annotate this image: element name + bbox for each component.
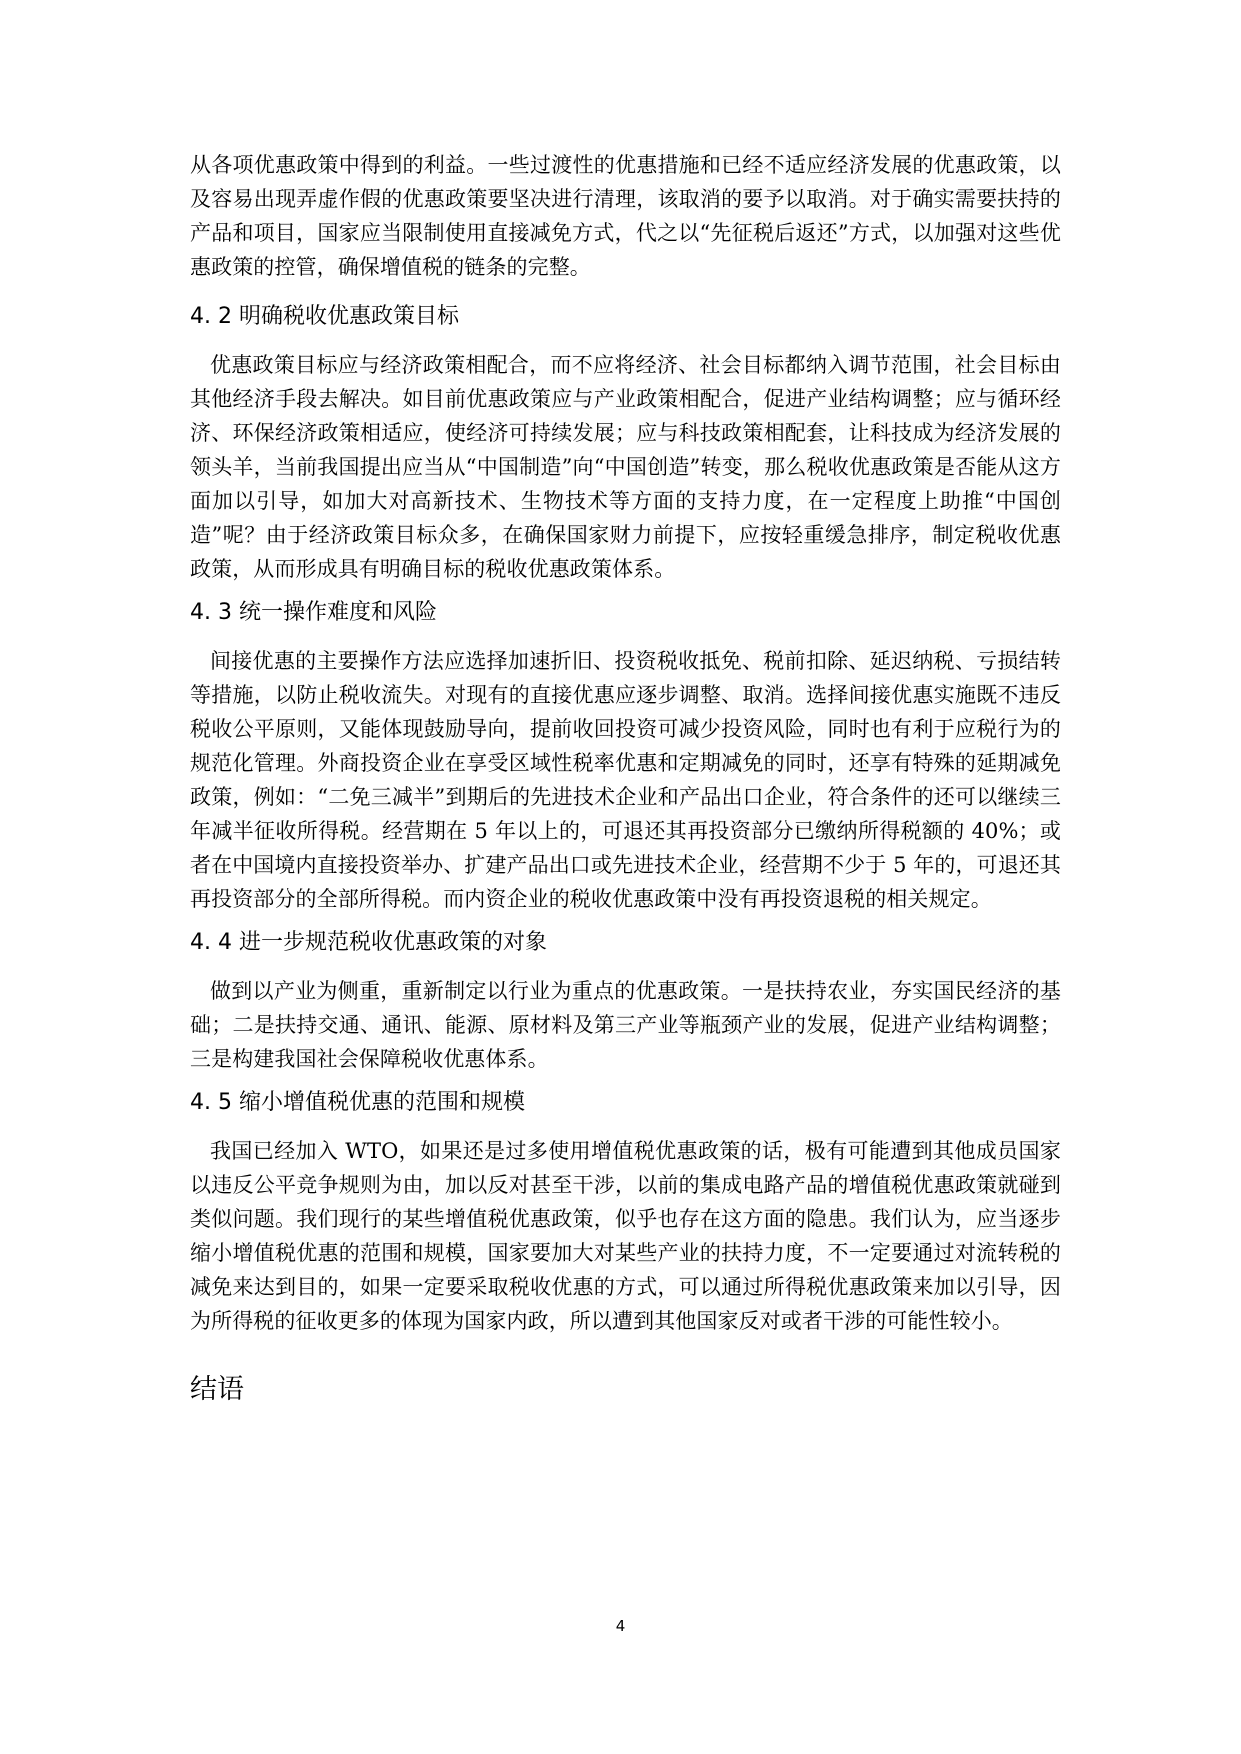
page-number: 4 — [615, 1617, 626, 1635]
section-heading-4-5: 4. 5 缩小增值税优惠的范围和规模 — [190, 1090, 525, 1115]
page-content — [190, 148, 1061, 1410]
section-paragraph-4-3: 间接优惠的主要操作方法应选择加速折旧、投资税收抵免、税前扣除、延迟纳税、亏损结转等措施，以防止税收流失。对现有的直接优惠应逐步调整、取消。选择间接优惠实施既不违反税收公平原则，又能体现鼓励导向，提前收回投资可减少投资风险，同时也有利于应税行为的规范化管理。外商投资企业在享受区域性税率优惠和定期减免的同时，还享有特殊的延期减免政策，例如：“二免三减半”到期后的先进技术企业和产品出口企业，符合条件的还可以继续三年减半征收所得税。经营期在 5 年以上的，可退还其再投资部分已缴纳所得税额的 40%；或者在中国境内直接投资举办、扩建产品出口或先进技术企业，经营期不少于 5 年的，可退还其再投资部分的全部所得税。而内资企业的税收优惠政策中没有再投资退税的相关规定。 — [190, 649, 1062, 911]
section-paragraph-4-2: 优惠政策目标应与经济政策相配合，而不应将经济、社会目标都纳入调节范围，社会目标由其他经济手段去解决。如目前优惠政策应与产业政策相配合，促进产业结构调整；应与循环经济、环保经济政策相适应，使经济可持续发展；应与科技政策相配套，让科技成为经济发展的领头羊，当前我国提出应当从“中国制造”向“中国创造”转变，那么税收优惠政策是否能从这方面加以引导，如加大对高新技术、生物技术等方面的支持力度，在一定程度上助推“中国创造”呢？由于经济政策目标众多，在确保国家财力前提下，应按轻重缓急排序，制定税收优惠政策，从而形成具有明确目标的税收优惠政策体系。 — [190, 353, 1061, 581]
section-paragraph-4-4: 做到以产业为侧重，重新制定以行业为重点的优惠政策。一是扶持农业，夯实国民经济的基础；二是扶持交通、通讯、能源、原材料及第三产业等瓶颈产业的发展，促进产业结构调整；三是构建我国社会保障税收优惠体系。 — [190, 979, 1061, 1071]
section-paragraph-4-5: 我国已经加入 WTO，如果还是过多使用增值税优惠政策的话，极有可能遭到其他成员国家以违反公平竞争规则为由，加以反对甚至干涉，以前的集成电路产品的增值税优惠政策就碰到类似问题。我们现行的某些增值税优惠政策，似乎也存在这方面的隐患。我们认为，应当逐步缩小增值税优惠的范围和规模，国家要加大对某些产业的扶持力度，不一定要通过对流转税的减免来达到目的，如果一定要采取税收优惠的方式，可以通过所得税优惠政策来加以引导，因为所得税的征收更多的体现为国家内政，所以遭到其他国家反对或者干涉的可能性较小。 — [190, 1139, 1061, 1333]
section-heading-4-2: 4. 2 明确税收优惠政策目标 — [190, 304, 459, 329]
intro-paragraph: 从各项优惠政策中得到的利益。一些过渡性的优惠措施和已经不适应经济发展的优惠政策，以及容易出现弄虚作假的优惠政策要坚决进行清理，该取消的要予以取消。对于确实需要扶持的产品和项目，国家应当限制使用直接减免方式，代之以“先征税后返还”方式，以加强对这些优惠政策的控管，确保增值税的链条的完整。 — [190, 153, 1061, 279]
conclusion-heading: 结语 — [190, 1374, 244, 1405]
section-heading-4-3: 4. 3 统一操作难度和风险 — [190, 600, 437, 625]
section-heading-4-4: 4. 4 进一步规范税收优惠政策的对象 — [190, 930, 547, 955]
